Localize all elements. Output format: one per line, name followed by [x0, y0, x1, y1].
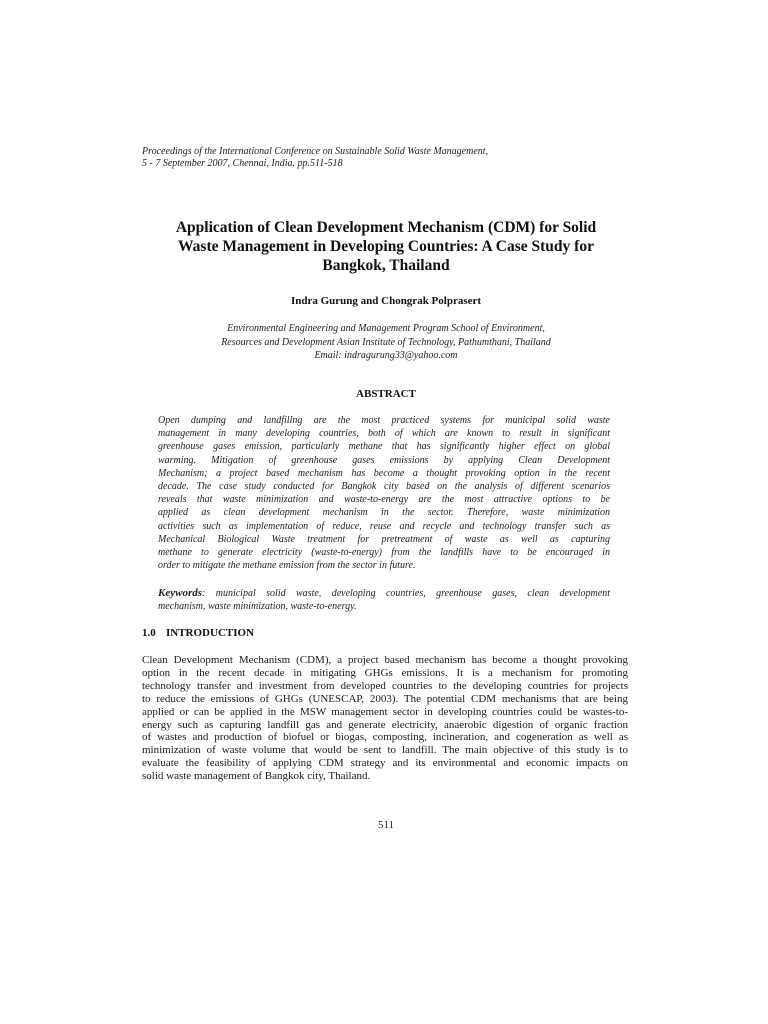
proceedings-note: [142, 146, 488, 170]
affiliation-line-1: Environmental Engineering and Management Program School of Environment,: [227, 323, 545, 334]
abstract-line: activities such as implementation of reduce, reuse and recycle and technology transfer such as: [158, 520, 610, 532]
abstract-line: greenhouse gases emission, particularly methane that has significantly higher effect on global: [158, 441, 610, 453]
intro-line: of wastes and production of biofuel or biogas, composting, incineration, and cogeneration as well as: [142, 731, 628, 744]
page-number: 511: [377, 819, 395, 831]
keywords-text-1: : municipal solid waste, developing countries, greenhouse gases, clean development: [202, 588, 610, 599]
intro-line: to reduce the emissions of GHGs (UNESCAP, 2003). The potential CDM mechanisms that are being: [142, 692, 628, 705]
proceedings-line-1: Proceedings of the International Conference on Sustainable Solid Waste Management,: [142, 146, 489, 157]
keywords-line-1: [158, 587, 610, 600]
abstract-body: [158, 414, 610, 572]
intro-line: energy such as capturing landfill gas and generate electricity, anaerobic digestion of organic fraction: [142, 718, 628, 731]
intro-line: option in the recent decade in mitigating GHGs emissions. It is a mechanism for promoting: [142, 666, 628, 679]
introduction-body: [142, 654, 628, 783]
intro-line: solid waste management of Bangkok city, Thailand.: [142, 770, 371, 783]
section-number: 1.0: [142, 627, 156, 639]
title-line-1: Application of Clean Development Mechanism (CDM) for Solid: [175, 219, 597, 236]
abstract-line: applied as clean development mechanism in the sector. Therefore, waste minimization: [158, 507, 610, 519]
proceedings-line-2: 5 - 7 September 2007, Chennai, India. pp.511-518: [142, 158, 343, 169]
keywords-label: Keywords: [158, 587, 202, 599]
keywords-line-2: mechanism, waste minimization, waste-to-energy.: [158, 601, 357, 612]
intro-line: Clean Development Mechanism (CDM), a project based mechanism has become a thought provoking: [142, 654, 628, 666]
affiliation: [130, 322, 642, 363]
intro-line: applied or can be applied in the MSW management sector in developing countries could be wastes-to-: [142, 705, 628, 718]
abstract-line: Mechanical Biological Waste treatment for pretreatment of waste as well as capturing: [158, 533, 610, 545]
abstract-line: order to mitigate the methane emission from the sector in future.: [158, 560, 416, 572]
affiliation-line-2: Resources and Development Asian Institute of Technology, Pathumthani, Thailand: [221, 336, 551, 348]
abstract-line: decade. The case study conducted for Bangkok city based on the analysis of different scenarios: [158, 481, 610, 493]
intro-line: minimization of waste volume that would be sent to landfill. The main objective of this study is to: [142, 744, 628, 757]
abstract-line: Open dumping and landfillng are the most practiced systems for municipal solid waste: [158, 415, 610, 426]
affiliation-email: Email: indragurung33@yahoo.com: [314, 350, 458, 361]
abstract-line: methane to generate electricity (waste-to-energy) from the landfills have to be encouraged in: [158, 547, 610, 559]
abstract-line: Mechanism; a project based mechanism has become a thought provoking option in the recent: [158, 467, 610, 479]
title-line-2: Waste Management in Developing Countries: A Case Study for: [178, 238, 594, 255]
intro-line: evaluate the feasibility of applying CDM strategy and its environmental and economic impacts on: [142, 757, 628, 770]
abstract-heading: ABSTRACT: [356, 388, 416, 400]
authors: Indra Gurung and Chongrak Polprasert: [290, 295, 482, 307]
title-line-3: Bangkok, Thailand: [322, 257, 450, 274]
section-title: INTRODUCTION: [166, 627, 255, 639]
abstract-line: reveals that waste minimization and waste-to-energy are the most attractive options to be: [158, 494, 610, 506]
paper-title: [130, 218, 642, 275]
section-heading-introduction: [142, 627, 254, 639]
abstract-line: warming. Mitigation of greenhouse gases emissions by applying Clean Development: [158, 454, 610, 466]
intro-line: technology transfer and investment from developed countries to the developing countries for projects: [142, 679, 628, 692]
abstract-line: management in many developing countries, both of which are known to result in significant: [158, 428, 610, 440]
keywords: [158, 587, 610, 613]
